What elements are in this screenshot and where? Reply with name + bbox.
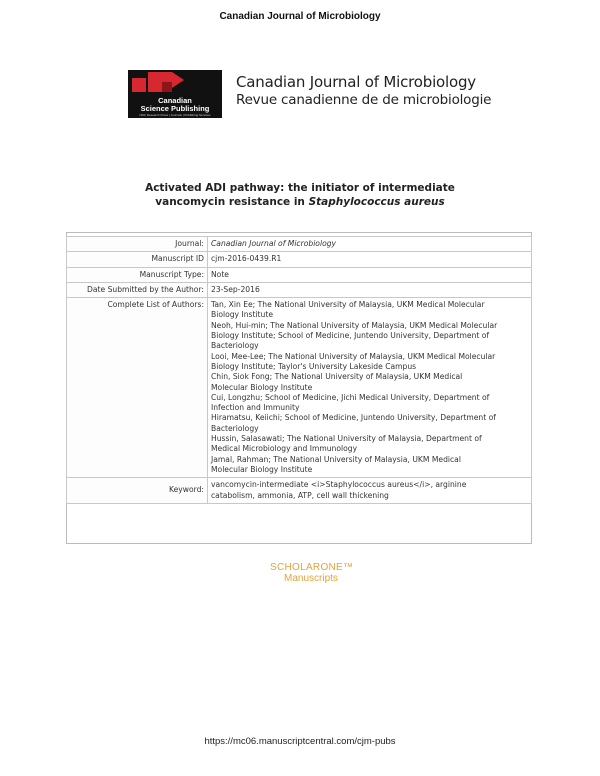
row-keyword [67,478,532,504]
footer-url: https://mc06.manuscriptcentral.com/cjm-pubs [204,736,396,747]
value-authors [208,298,532,478]
label-manuscript-id: Manuscript ID [67,252,208,267]
author-line: Biology Institute; School of Medicine, Juntendo University, Department of [211,331,490,341]
journal-header [128,70,492,118]
author-line: Cui, Longzhu; School of Medicine, Jichi Medical University, Department of [211,392,490,402]
label-manuscript-type: Manuscript Type: [67,267,208,282]
value-date-submitted: 23-Sep-2016 [208,282,532,297]
journal-name-fr: Revue canadienne de de microbiologie [236,92,492,108]
author-line: Molecular Biology Institute [211,464,313,474]
author-line: Biology Institute [211,310,273,320]
label-authors: Complete List of Authors: [67,298,208,478]
value-manuscript-id: cjm-2016-0439.R1 [208,252,532,267]
author-line: Neoh, Hui-min; The National University of Malaysia, UKM Medical Molecular [211,320,498,330]
title-line-1: Activated ADI pathway: the initiator of intermediate [145,182,455,194]
title-line-2-prefix: vancomycin resistance in [155,196,309,208]
author-line: Medical Microbiology and Immunology [211,444,358,454]
running-head: Canadian Journal of Microbiology [219,11,381,22]
author-line: Biology Institute; Taylor's University Lakeside Campus [211,361,417,371]
row-manuscript-id [67,252,532,267]
author-line: Infection and Immunity [211,403,300,413]
row-authors [67,298,532,478]
author-line: Jamal, Rahman; The National University of Malaysia, UKM Medical [211,454,461,464]
logo-line-science-publishing: Science Publishing [140,104,210,113]
author-line: Looi, Mee-Lee; The National University of Malaysia, UKM Medical Molecular [211,351,496,361]
value-manuscript-type: Note [208,267,532,282]
scholarone-wordmark: SCHOLARONE™ [270,562,354,573]
author-line: Bacteriology [211,423,259,433]
manuscript-title [60,181,540,209]
row-journal [67,237,532,252]
title-line-2 [60,195,540,209]
author-line: Molecular Biology Institute [211,382,313,392]
scholarone-manuscripts: Manuscripts [284,573,338,584]
title-organism: Staphylococcus aureus [308,196,445,208]
keyword-line-1: vancomycin-intermediate <i>Staphylococcus aureus</i>, arginine [211,480,467,490]
row-manuscript-type [67,267,532,282]
value-keyword [208,478,532,504]
author-line: Bacteriology [211,341,259,351]
logo-line-canadian: Canadian [158,96,192,105]
author-line: Hiramatsu, Keiichi; School of Medicine, Juntendo University, Department of [211,413,496,423]
row-date-submitted [67,282,532,297]
scholarone-logo [270,562,360,584]
label-journal: Journal: [67,237,208,252]
logo-line-tagline: NRC Research Press | Journals | Publishing Services [139,113,211,117]
journal-name-en: Canadian Journal of Microbiology [236,73,476,91]
label-keyword: Keyword: [67,478,208,504]
author-line: Chin, Siok Fong; The National University of Malaysia, UKM Medical [211,372,463,382]
author-line: Hussin, Salasawati; The National University of Malaysia, Department of [211,434,482,444]
metadata-table [66,236,532,504]
label-date-submitted: Date Submitted by the Author: [67,282,208,297]
keyword-line-2: catabolism, ammonia, ATP, cell wall thickening [211,490,389,500]
publisher-logo [128,70,222,118]
author-line: Tan, Xin Ee; The National University of Malaysia, UKM Medical Molecular [211,300,485,310]
value-journal: Canadian Journal of Microbiology [208,237,532,252]
